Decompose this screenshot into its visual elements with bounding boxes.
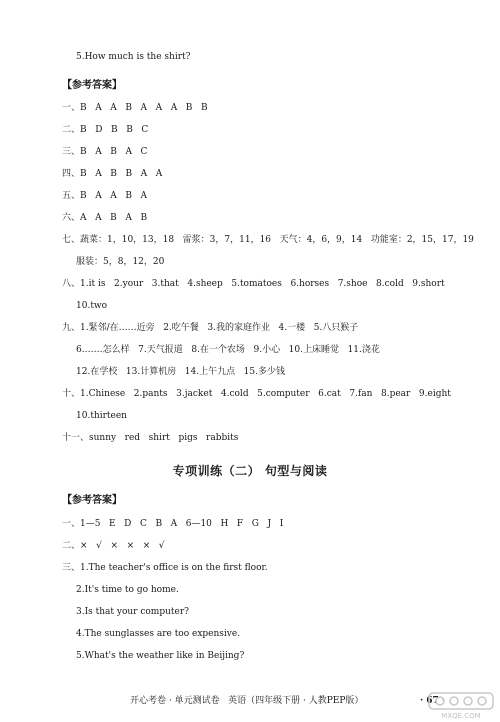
answer-line: 十、1.Chinese 2.pants 3.jacket 4.cold 5.computer 6.cat 7.fan 8.pear 9.eight	[62, 389, 451, 399]
answer-line: 3.Is that your computer?	[76, 607, 189, 617]
answer-line: 4.The sunglasses are too expensive.	[76, 629, 241, 639]
answer-line: 三、1.The teacher's office is on the first floor.	[62, 563, 268, 573]
answer-heading: 【参考答案】	[62, 80, 122, 91]
answer-line: 三、B A B A C	[62, 147, 148, 157]
answer-line: 2.It's time to go home.	[76, 585, 179, 595]
question-line: 5.How much is the shirt?	[76, 52, 191, 62]
answer-line: 五、B A A B A	[62, 191, 148, 201]
answer-line: 10.thirteen	[76, 411, 127, 421]
answer-line: 一、1—5 E D C B A 6—10 H F G J I	[62, 519, 284, 529]
page-number: · 67 ·	[420, 696, 446, 706]
answer-line: 一、B A A B A A A B B	[62, 103, 208, 113]
answer-line: 5.What's the weather like in Beijing?	[76, 651, 245, 661]
answer-line: 10.two	[76, 301, 108, 311]
answer-line: 四、B A B B A A	[62, 169, 163, 179]
answer-line: 七、蔬菜：1，10，13，18 雷浆：3，7，11，16 天气：4，6，9，14 功能室：2，15，17，19	[62, 235, 474, 245]
answer-line: 6.……怎么样 7.天气报道 8.在一个农场 9.小心 10.上床睡觉 11.浇花	[76, 345, 380, 355]
answer-line: 二、B D B B C	[62, 125, 149, 135]
answer-line: 九、1.緊邻/在……近旁 2.吃午餐 3.我的家庭作业 4.一楼 5.八只猴子	[62, 323, 359, 333]
answer-heading: 【参考答案】	[62, 495, 122, 506]
answer-line: 服装：5，8，12，20	[76, 257, 165, 267]
answer-line: 八、1.it is 2.your 3.that 4.sheep 5.tomatoes 6.horses 7.shoe 8.cold 9.short	[62, 279, 445, 289]
watermark-text: MXQE.COM	[441, 712, 481, 720]
answer-line: 十一、sunny red shirt pigs rabbits	[62, 433, 239, 443]
footer-text: 开心考卷 · 单元测试卷 英语（四年级下册 · 人教PEP版）	[130, 696, 364, 706]
answer-line: 二、× √ × × × √	[62, 541, 165, 551]
answer-line: 六、A A B A B	[62, 213, 148, 223]
section-title: 专项训练（二） 句型与阅读	[172, 464, 328, 478]
answer-line: 12.在学校 13.计算机房 14.上午九点 15.多少钱	[76, 367, 286, 377]
watermark-logo	[428, 692, 494, 720]
